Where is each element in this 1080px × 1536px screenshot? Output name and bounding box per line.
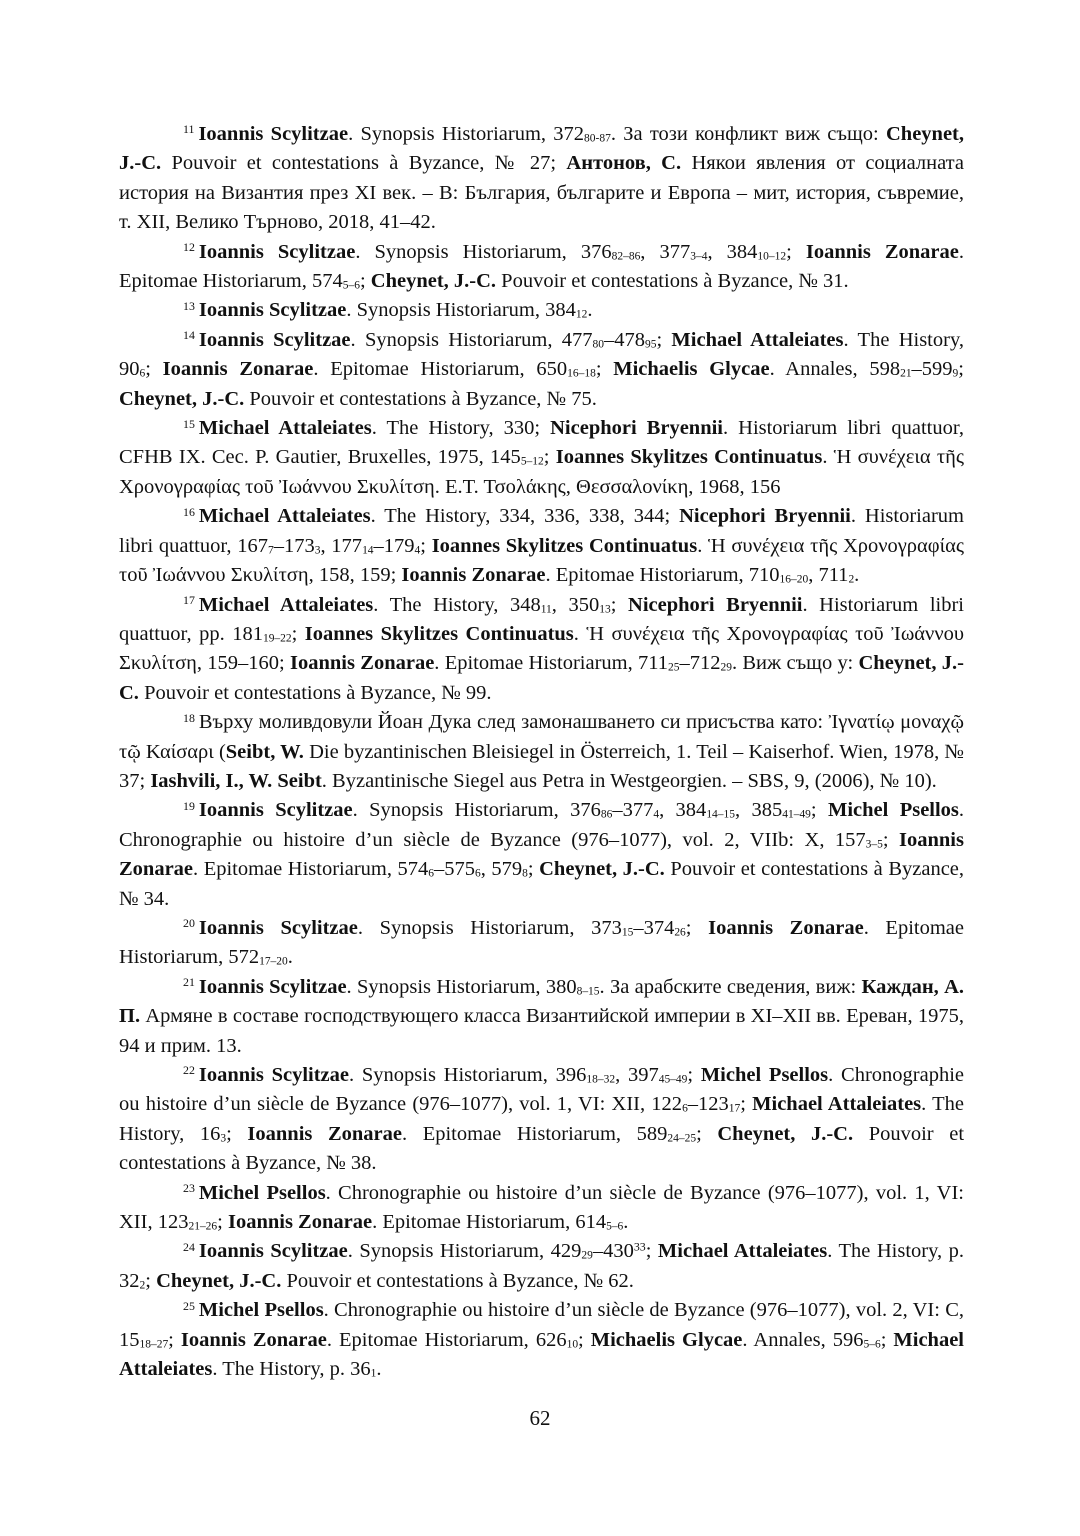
- author-name: Michael Attaleiates: [671, 328, 844, 351]
- line-reference: 3: [314, 544, 321, 557]
- citation-text: ;: [687, 1064, 701, 1086]
- citation-text: . За този конфликт виж също:: [610, 123, 886, 145]
- footnote-number: 20: [183, 916, 195, 931]
- line-reference: 9: [952, 367, 959, 380]
- author-name: Ioannis Zonarae: [401, 564, 546, 587]
- line-reference: 25: [668, 661, 680, 674]
- line-reference: 6: [682, 1102, 688, 1115]
- citation-text: .: [623, 1211, 629, 1234]
- citation-text: Pouvoir et contestations à Byzance, № 31.: [496, 270, 849, 293]
- citation-text: , 377: [640, 240, 691, 263]
- line-reference: 12: [575, 308, 588, 321]
- line-reference: 82–86: [611, 250, 641, 262]
- citation-text: , 350: [551, 593, 600, 616]
- author-name: Michael Attaleiates: [198, 593, 374, 616]
- footnote-number: 12: [183, 240, 195, 255]
- author-name: Ioannis Scylitzae: [198, 799, 353, 822]
- footnote-number: 11: [183, 122, 195, 137]
- line-reference: 11: [540, 602, 552, 615]
- author-name: Ioannis Scylitzae: [198, 975, 347, 998]
- citation-text: ;: [958, 358, 964, 381]
- citation-text: . The History, p. 32: [119, 1240, 965, 1292]
- citation-text: ;: [145, 358, 163, 381]
- line-reference: 80: [592, 338, 604, 351]
- author-name: Michel Psellos: [198, 1181, 326, 1204]
- author-name: Cheynet, J.-C.: [156, 1269, 282, 1292]
- line-reference: 10: [566, 1338, 579, 1351]
- citation-text: Pouvoir et contestations à Byzance, № 99.: [138, 681, 492, 704]
- citation-text: . Epitomae Historiarum, 626: [326, 1328, 567, 1351]
- author-name: Ioannes Skylitzes Continuatus: [555, 446, 823, 469]
- citation-text: –374: [633, 916, 675, 939]
- citation-text: Върху моливдовули Йоан Дука след замонашването си присъства като: Ἰγνατίῳ μοναχῷ τῷ Καίσαρι (: [119, 711, 964, 763]
- citation-text: ;: [527, 858, 540, 881]
- citation-text: , 177: [320, 534, 363, 557]
- citation-text: . Annales, 596: [742, 1328, 864, 1351]
- citation-text: –179: [373, 534, 415, 557]
- citation-text: . Synopsis Historiarum, 429: [347, 1240, 582, 1263]
- citation-text: –575: [434, 858, 475, 881]
- line-reference: 17–20: [259, 955, 288, 968]
- citation-text: ;: [882, 828, 900, 851]
- citation-text: . Виж също у:: [731, 652, 859, 675]
- citation-text: . Epitomae Historiarum, 589: [402, 1122, 668, 1145]
- footnote-number: 23: [183, 1181, 195, 1196]
- citation-text: . Synopsis Historiarum, 376: [355, 240, 612, 263]
- citation-text: . Synopsis Historiarum, 384: [346, 299, 576, 322]
- author-name: Nicephori Bryennii: [628, 593, 803, 616]
- footnote-number: 18: [183, 710, 195, 725]
- author-name: Cheynet, J.-C.: [119, 387, 245, 410]
- footnotes-list: [119, 120, 964, 1384]
- author-name: Michaelis Glycae: [590, 1328, 743, 1351]
- citation-text: , 579: [480, 858, 523, 881]
- citation-text: ;: [359, 270, 371, 293]
- footnote-18: [119, 708, 964, 796]
- citation-text: .: [376, 1358, 382, 1381]
- author-name: Ioannis Zonarae: [708, 916, 864, 939]
- citation-text: ;: [740, 1093, 753, 1116]
- citation-text: ;: [578, 1328, 591, 1351]
- citation-text: , 384: [707, 240, 758, 263]
- line-reference: 45–49: [658, 1073, 688, 1086]
- author-name: Seibt, W.: [225, 740, 304, 763]
- citation-text: . Ἡ συνέχεια τῆς Χρονογραφίας τοῦ Ἰωάννου Σκυλίτση. Ε.Τ. Τσολάκης, Θεσσαλονίκη, 1968, 156: [119, 446, 964, 498]
- page-number: 62: [529, 1406, 551, 1430]
- footnote-number: 17: [183, 592, 195, 607]
- author-name: Ioannis Scylitzae: [198, 123, 349, 145]
- citation-text: . За арабските сведения, виж:: [599, 975, 862, 998]
- citation-text: . Epitomae Historiarum, 614: [372, 1211, 607, 1234]
- author-name: Michel Psellos: [198, 1299, 324, 1322]
- line-reference: 4: [414, 544, 421, 557]
- citation-text: , 385: [734, 799, 783, 822]
- line-reference: 19–22: [262, 632, 292, 645]
- footnote-14: [119, 326, 964, 414]
- citation-text: . The History, 90: [119, 328, 964, 381]
- author-name: Cheynet, J.-C.: [370, 270, 497, 293]
- citation-text: , 397: [615, 1064, 659, 1086]
- author-name: Michael Attaleiates: [198, 417, 372, 440]
- footnote-17: [119, 591, 964, 709]
- citation-text: Армяне в составе господствующего класса Византийской империи в XI–XII вв. Ереван, 1975, 94 и прим. 13.: [119, 1005, 964, 1057]
- citation-text: –599: [911, 358, 953, 381]
- author-name: Антонов, С.: [566, 152, 682, 175]
- citation-text: ;: [610, 593, 629, 616]
- citation-text: ;: [168, 1328, 181, 1351]
- line-reference: 5–6: [342, 279, 360, 292]
- line-reference: 3–4: [690, 250, 708, 262]
- citation-text: ;: [420, 534, 432, 557]
- citation-text: . The History, 330;: [371, 417, 551, 440]
- author-name: Ioannis Zonarae: [119, 828, 964, 881]
- citation-text: ;: [685, 916, 709, 939]
- author-name: Ioannis Zonarae: [227, 1211, 373, 1234]
- footnote-16: [119, 502, 964, 590]
- citation-text: . Epitomae Historiarum, 572: [119, 916, 964, 969]
- line-reference: 14: [362, 544, 374, 557]
- citation-text: . Synopsis Historiarum, 373: [357, 916, 622, 939]
- citation-text: –478: [603, 328, 645, 351]
- citation-text: ;: [645, 1240, 658, 1263]
- citation-text: –123: [687, 1093, 729, 1116]
- footnote-number: 25: [183, 1298, 195, 1313]
- citation-text: . Synopsis Historiarum, 380: [346, 975, 577, 998]
- author-name: Ioannis Zonarae: [180, 1328, 327, 1351]
- citation-text: –430: [592, 1240, 634, 1263]
- footnote-22: [119, 1061, 964, 1179]
- footnote-number: 22: [183, 1063, 195, 1078]
- citation-text: . Synopsis Historiarum, 376: [352, 799, 601, 822]
- footnote-25: [119, 1296, 964, 1384]
- citation-text: . The History, 334, 336, 338, 344;: [370, 505, 680, 528]
- citation-text: . Byzantinische Siegel aus Petra in Westgeorgien. – SBS, 9, (2006), № 10).: [321, 769, 937, 792]
- line-reference: 1: [370, 1367, 377, 1380]
- author-name: Ioannis Scylitzae: [198, 328, 351, 351]
- line-reference: 80-87: [584, 132, 611, 145]
- author-name: Ioannis Scylitzae: [198, 240, 356, 263]
- line-reference: 95: [644, 338, 657, 351]
- footnote-number: 16: [183, 504, 195, 519]
- citation-text: Pouvoir et contestations à Byzance, № 34.: [119, 858, 965, 910]
- citation-text: ;: [696, 1122, 718, 1145]
- line-reference: 3: [220, 1132, 227, 1145]
- citation-text: –377: [612, 799, 654, 822]
- author-name: Iashvili, I., W. Seibt: [150, 769, 322, 792]
- author-name: Nicephori Bryennii: [679, 505, 851, 528]
- line-reference: 4: [653, 808, 660, 821]
- citation-text: –173: [273, 534, 315, 557]
- line-reference: 2: [848, 573, 855, 586]
- citation-text: .: [587, 299, 593, 322]
- citation-text: . The History, p. 36: [212, 1358, 371, 1381]
- citation-text: Die byzantinischen Bleisiegel in Österreich, 1. Teil – Kaiserhof. Wien, 1978, № 37;: [119, 740, 964, 792]
- line-reference: 16–18: [567, 367, 596, 380]
- line-reference: 26: [674, 926, 686, 939]
- line-reference: 3–5: [865, 838, 883, 851]
- footnote-24: [119, 1237, 964, 1296]
- line-reference: 2: [139, 1279, 146, 1292]
- citation-text: ;: [291, 622, 305, 645]
- footnote-12: [119, 238, 964, 297]
- citation-text: . Epitomae Historiarum, 711: [434, 652, 669, 675]
- author-name: Ioannis Scylitzae: [198, 916, 358, 939]
- citation-text: Pouvoir et contestations à Byzance, № 27;: [161, 152, 567, 175]
- author-name: Ioannis Zonarae: [805, 240, 959, 263]
- citation-text: . Epitomae Historiarum, 574: [119, 240, 965, 293]
- footnote-number: 21: [183, 975, 195, 990]
- line-reference: 24–25: [667, 1132, 697, 1145]
- author-name: Michel Psellos: [827, 799, 959, 822]
- author-name: Nicephori Bryennii: [550, 417, 723, 440]
- author-name: Michael Attaleiates: [657, 1240, 828, 1263]
- citation-text: . Historiarum libri quattuor, 167: [119, 505, 964, 557]
- footnote-number: 19: [183, 798, 195, 813]
- citation-text: ;: [880, 1328, 894, 1351]
- line-reference: 5–6: [606, 1220, 624, 1233]
- citation-text: . Synopsis Historiarum, 396: [349, 1064, 587, 1086]
- citation-text: . Epitomae Historiarum, 710: [545, 564, 780, 587]
- citation-text: ;: [145, 1269, 157, 1292]
- citation-text: .: [854, 564, 860, 587]
- line-reference: 7: [267, 544, 274, 557]
- citation-text: Някои явления от социалната история на Византия през XI век. – В: България, българите и Европа – мит, история, съвремие, т. XII, Велико Търново, 2018, 41–42.: [119, 152, 964, 234]
- citation-text: Pouvoir et contestations à Byzance, № 62.: [281, 1269, 634, 1292]
- line-reference: 21–26: [188, 1220, 218, 1233]
- line-reference: 29: [720, 661, 732, 674]
- line-reference: 5–12: [520, 455, 544, 468]
- line-reference: 10–12: [757, 250, 787, 262]
- author-name: Michael Attaleiates: [198, 505, 371, 528]
- citation-text: . Annales, 598: [769, 358, 901, 381]
- line-reference: 86: [600, 808, 613, 821]
- line-reference: 8–15: [576, 985, 600, 998]
- line-reference: 14–15: [706, 808, 735, 821]
- line-reference: 18–32: [586, 1073, 616, 1086]
- author-name: Ioannis Zonarae: [290, 652, 435, 675]
- line-reference: 8: [522, 867, 528, 880]
- footnote-15: [119, 414, 964, 502]
- line-reference: 17: [728, 1102, 741, 1115]
- citation-text: ;: [595, 358, 614, 381]
- citation-text: . Chronographie ou histoire d’un siècle de Byzance (976–1077), vol. 1, VI: XII, 122: [119, 1064, 964, 1116]
- line-reference: 29: [581, 1249, 593, 1262]
- author-name: Ioannis Zonarae: [162, 358, 314, 381]
- author-name: Ioannes Skylitzes Continuatus: [304, 622, 574, 645]
- citation-text: . Synopsis Historiarum, 477: [350, 328, 593, 351]
- citation-text: . Historiarum libri quattuor, CFHB IX. Cec. P. Gautier, Bruxelles, 1975, 145: [119, 417, 965, 469]
- footnote-number: 15: [183, 416, 195, 431]
- footnote-number: 14: [183, 328, 195, 343]
- author-name: Cheynet, J.-C.: [539, 858, 665, 881]
- footnote-23: [119, 1179, 964, 1238]
- author-name: Cheynet, J.-C.: [119, 123, 964, 175]
- line-reference: 5–6: [863, 1338, 881, 1351]
- author-name: Ioannis Scylitzae: [198, 299, 347, 322]
- citation-text: . Chronographie ou histoire d’un siècle de Byzance (976–1077), vol. 2, VI: C, 15: [119, 1299, 964, 1351]
- author-name: Michel Psellos: [700, 1064, 829, 1086]
- author-name: Ioannes Skylitzes Continuatus: [431, 534, 698, 557]
- citation-text: ;: [543, 446, 556, 469]
- citation-text: ;: [786, 240, 806, 263]
- author-name: Ioannis Scylitzae: [198, 1064, 349, 1086]
- citation-text: . Synopsis Historiarum, 372: [348, 123, 585, 145]
- author-name: Michael Attaleiates: [752, 1093, 922, 1116]
- citation-text: .: [287, 946, 293, 969]
- line-reference: 6: [475, 867, 481, 880]
- citation-text: . The History, 348: [373, 593, 541, 616]
- footnote-20: [119, 914, 964, 973]
- author-name: Ioannis Zonarae: [247, 1122, 402, 1145]
- line-reference: 6: [139, 367, 146, 380]
- footnote-13: [119, 296, 964, 325]
- author-name: Каждан, А. П.: [119, 975, 964, 1028]
- author-name: Cheynet, J.-C.: [119, 652, 964, 704]
- author-name: Ioannis Scylitzae: [198, 1240, 348, 1263]
- footnote-number: 24: [183, 1239, 195, 1254]
- citation-text: ;: [226, 1122, 248, 1145]
- citation-text: . Chronographie ou histoire d’un siècle de Byzance (976–1077), vol. 1, VI: XII, 123: [119, 1181, 964, 1234]
- footnote-11: [119, 120, 964, 238]
- line-reference: 16–20: [779, 573, 809, 586]
- citation-text: Pouvoir et contestations à Byzance, № 38.: [119, 1122, 965, 1175]
- citation-text: . Epitomae Historiarum, 650: [313, 358, 568, 381]
- footnote-21: [119, 973, 964, 1061]
- citation-text: ;: [810, 799, 828, 822]
- line-reference: 33: [633, 1239, 646, 1254]
- line-reference: 18–27: [139, 1338, 169, 1351]
- footnote-19: [119, 796, 964, 914]
- author-name: Michael Attaleiates: [119, 1328, 964, 1381]
- line-reference: 21: [900, 367, 912, 380]
- citation-text: ;: [217, 1211, 228, 1234]
- citation-text: ;: [656, 328, 672, 351]
- citation-text: , 711: [808, 564, 849, 587]
- author-name: Cheynet, J.-C.: [717, 1122, 854, 1145]
- author-name: Michaelis Glycae: [613, 358, 770, 381]
- line-reference: 6: [428, 867, 434, 880]
- citation-text: –712: [679, 652, 721, 675]
- citation-text: . Chronographie ou histoire d’un siècle de Byzance (976–1077), vol. 2, VIIb: X, 157: [119, 799, 965, 851]
- citation-text: . Ἡ συνέχεια τῆς Χρονογραφίας τοῦ Ἰωάννου Σκυλίτση, 158, 159;: [119, 534, 964, 587]
- line-reference: 41–49: [782, 808, 811, 821]
- line-reference: 15: [621, 926, 634, 939]
- citation-text: . Historiarum libri quattuor, pp. 181: [119, 593, 965, 645]
- footnote-number: 13: [183, 298, 195, 313]
- line-reference: 13: [599, 602, 611, 615]
- citation-text: , 384: [659, 799, 707, 822]
- citation-text: . Ἡ συνέχεια τῆς Χρονογραφίας τοῦ Ἰωάννου Σκυλίτση, 159–160;: [119, 622, 964, 675]
- citation-text: . Epitomae Historiarum, 574: [193, 858, 429, 881]
- citation-text: . The History, 16: [119, 1093, 964, 1145]
- citation-text: Pouvoir et contestations à Byzance, № 75.: [244, 387, 597, 410]
